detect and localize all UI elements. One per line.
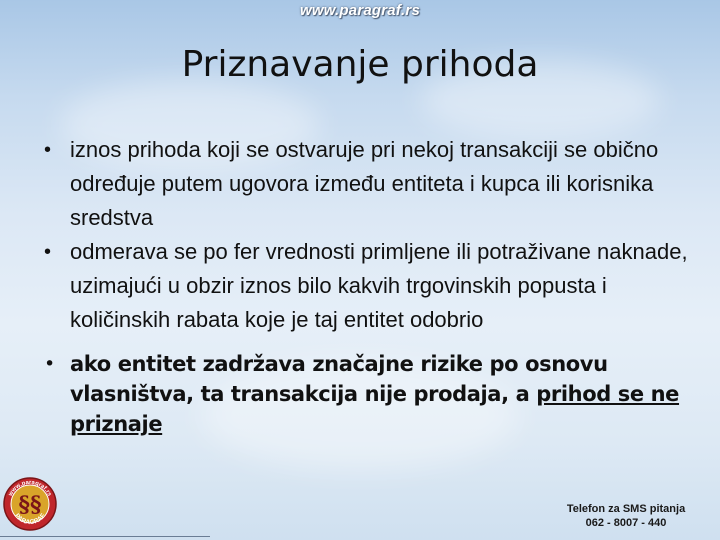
svg-text:§§: §§ <box>18 492 42 518</box>
bullet-marker: • <box>44 353 55 375</box>
paragraf-logo-icon <box>2 476 58 532</box>
svg-text:PARAGRAF: PARAGRAF <box>13 512 47 527</box>
bullet-item <box>44 235 694 337</box>
bullet-item-bold <box>44 349 694 439</box>
bullet-text-underlined: prihod se ne priznaje <box>70 382 680 436</box>
bullet-list <box>44 133 694 439</box>
bullet-text: odmerava se po fer vrednosti primljene ili potraživane naknade, uzimajući u obzir iznos bilo kakvih trgovinskih popusta i količinskih rabata koje je taj entitet odobrio <box>70 239 688 332</box>
footer-divider <box>0 536 210 537</box>
bullet-text: ako entitet zadržava značajne rizike po osnovu vlasništva, ta transakcija nije prodaja, a <box>70 352 608 406</box>
bullet-item <box>44 133 694 235</box>
bullet-text: iznos prihoda koji se ostvaruje pri nekoj transakciji se obično određuje putem ugovora između entiteta i kupca ili korisnika sredstva <box>70 137 659 230</box>
svg-text:www.paragraf.rs: www.paragraf.rs <box>7 479 53 498</box>
slide-title: Priznavanje prihoda <box>181 44 539 85</box>
sms-label: Telefon za SMS pitanja <box>566 503 686 515</box>
sms-contact <box>556 502 696 530</box>
header-url: www.paragraf.rs <box>300 2 420 19</box>
bullet-marker: • <box>44 241 52 263</box>
bullet-marker: • <box>44 139 52 161</box>
paragraf-logo <box>2 476 58 532</box>
sms-number: 062 - 8007 - 440 <box>585 517 667 529</box>
